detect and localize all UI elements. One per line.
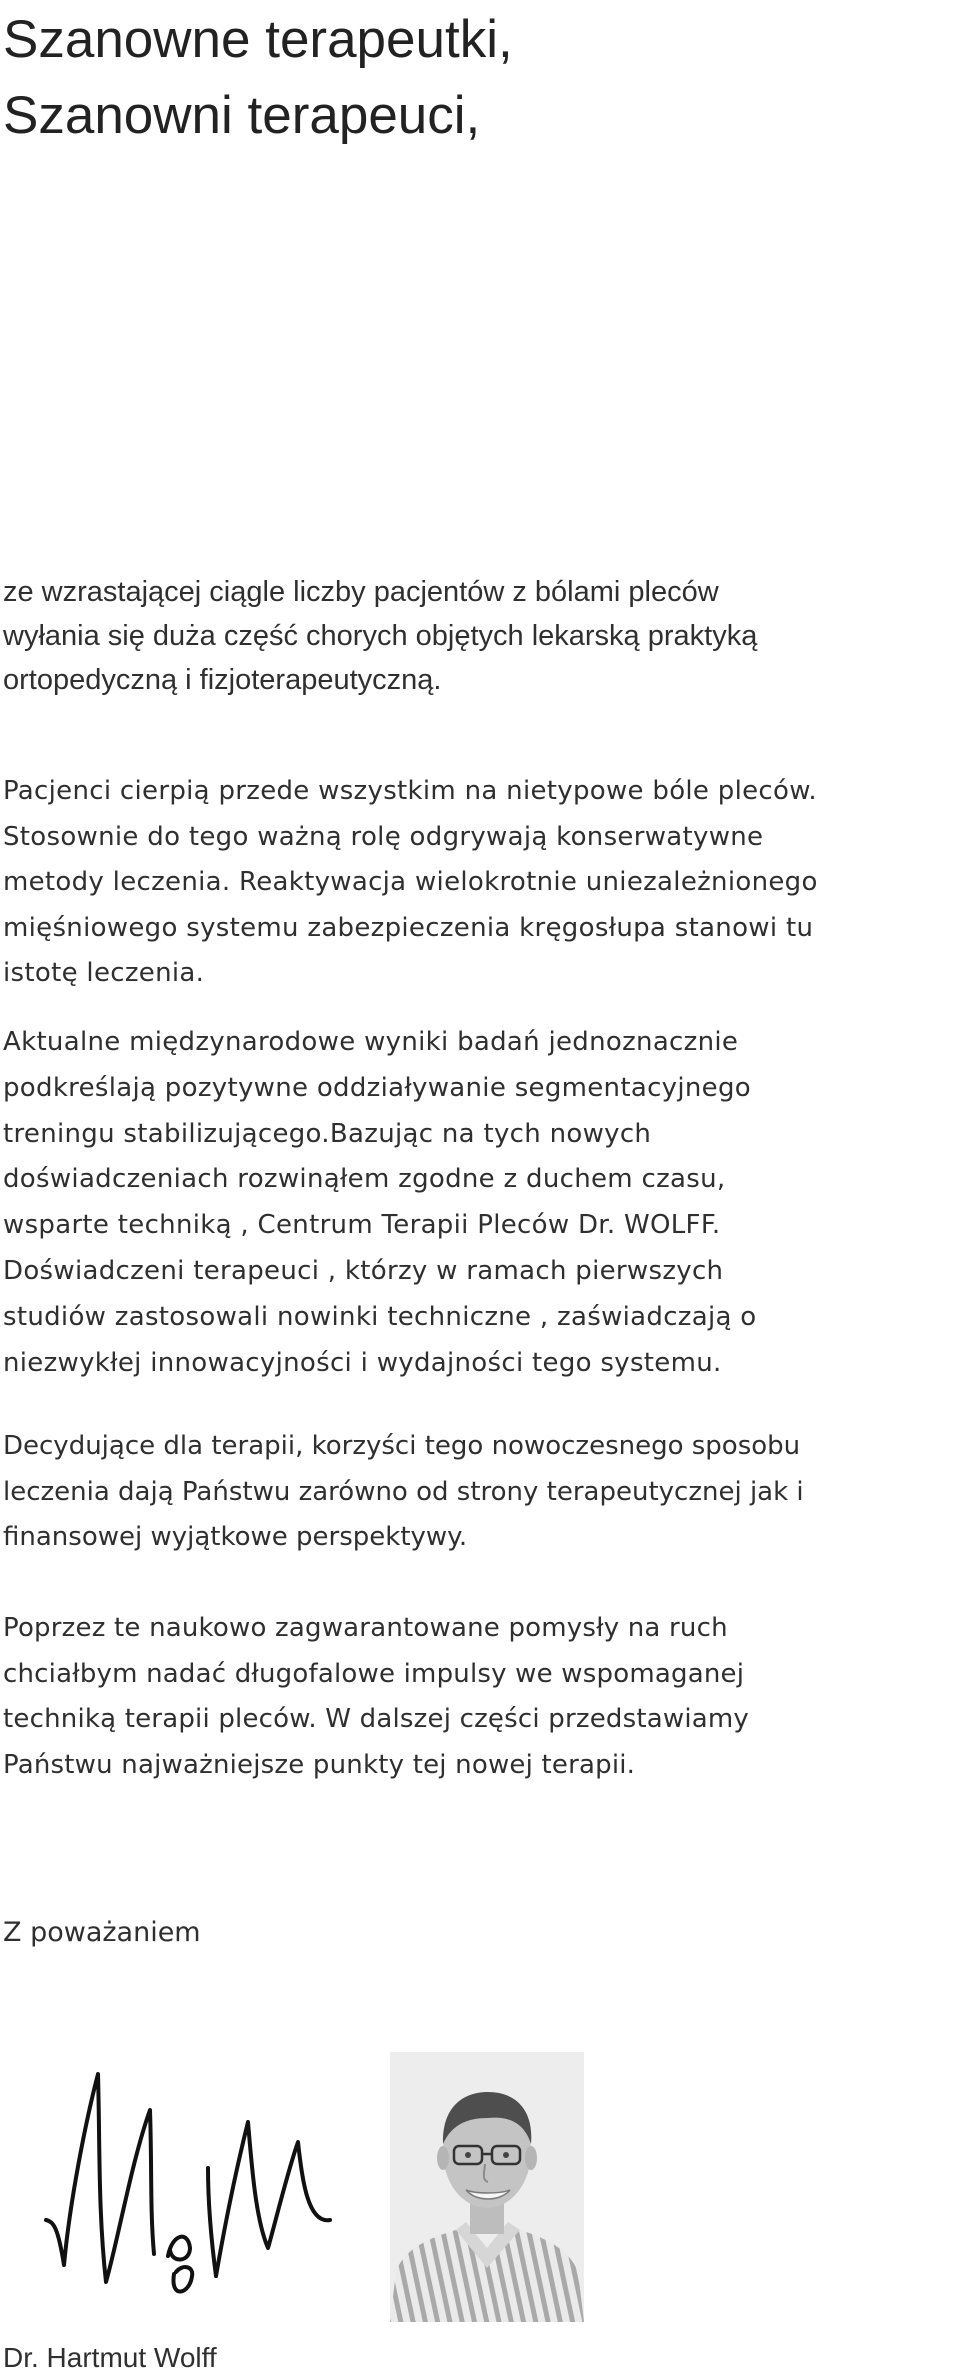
signer-name: Dr. Hartmut Wolff <box>3 2342 217 2373</box>
body-paragraph-3: Aktualne międzynarodowe wyniki badań jednoznacznie podkreślają pozytywne oddziaływanie segmentacyjnego treningu stabilizującego.Bazując na tych nowych doświadczeniach rozwinąłem zgodne z duchem czasu, wsparte techniką , Centrum Terapii Pleców Dr. WOLFF. Doświadczeni terapeuci , którzy w ramach pierwszych studiów zastosowali nowinki techniczne , zaświadczają o niezwykłej innowacyjności i wydajności tego systemu. <box>3 1027 757 1378</box>
salutation-line-2: Szanowni terapeuci, <box>3 86 481 145</box>
body-paragraph-4: Decydujące dla terapii, korzyści tego nowoczesnego sposobu leczenia dają Państwu zarówno od strony terapeutycznej jak i finansowej wyjątkowe perspektywy. <box>3 1431 804 1552</box>
portrait-image <box>390 2052 584 2322</box>
body-paragraph-2: Pacjenci cierpią przede wszystkim na nietypowe bóle pleców. Stosownie do tego ważną rolę odgrywają konserwatywne metody leczenia. Reaktywacja wielokrotnie uniezależnionego mięśniowego systemu zabezpieczenia kręgosłupa stanowi tu istotę leczenia. <box>3 776 818 988</box>
body-paragraph-5: Poprzez te naukowo zagwarantowane pomysły na ruch chciałbym nadać długofalowe impulsy we wspomaganej techniką terapii pleców. W dalszej części przedstawiamy Państwu najważniejsze punkty tej nowej terapii. <box>3 1613 750 1780</box>
body-paragraph-1: ze wzrastającej ciągle liczby pacjentów z bólami pleców wyłania się duża część chorych objętych lekarską praktyką ortopedyczną i fizjoterapeutyczną. <box>3 576 758 696</box>
salutation-heading <box>3 2 513 154</box>
salutation-line-1: Szanowne terapeutki, <box>3 10 513 69</box>
handwritten-signature <box>40 2050 340 2300</box>
closing-phrase: Z poważaniem <box>3 1917 201 1948</box>
portrait-photo <box>390 2052 584 2322</box>
